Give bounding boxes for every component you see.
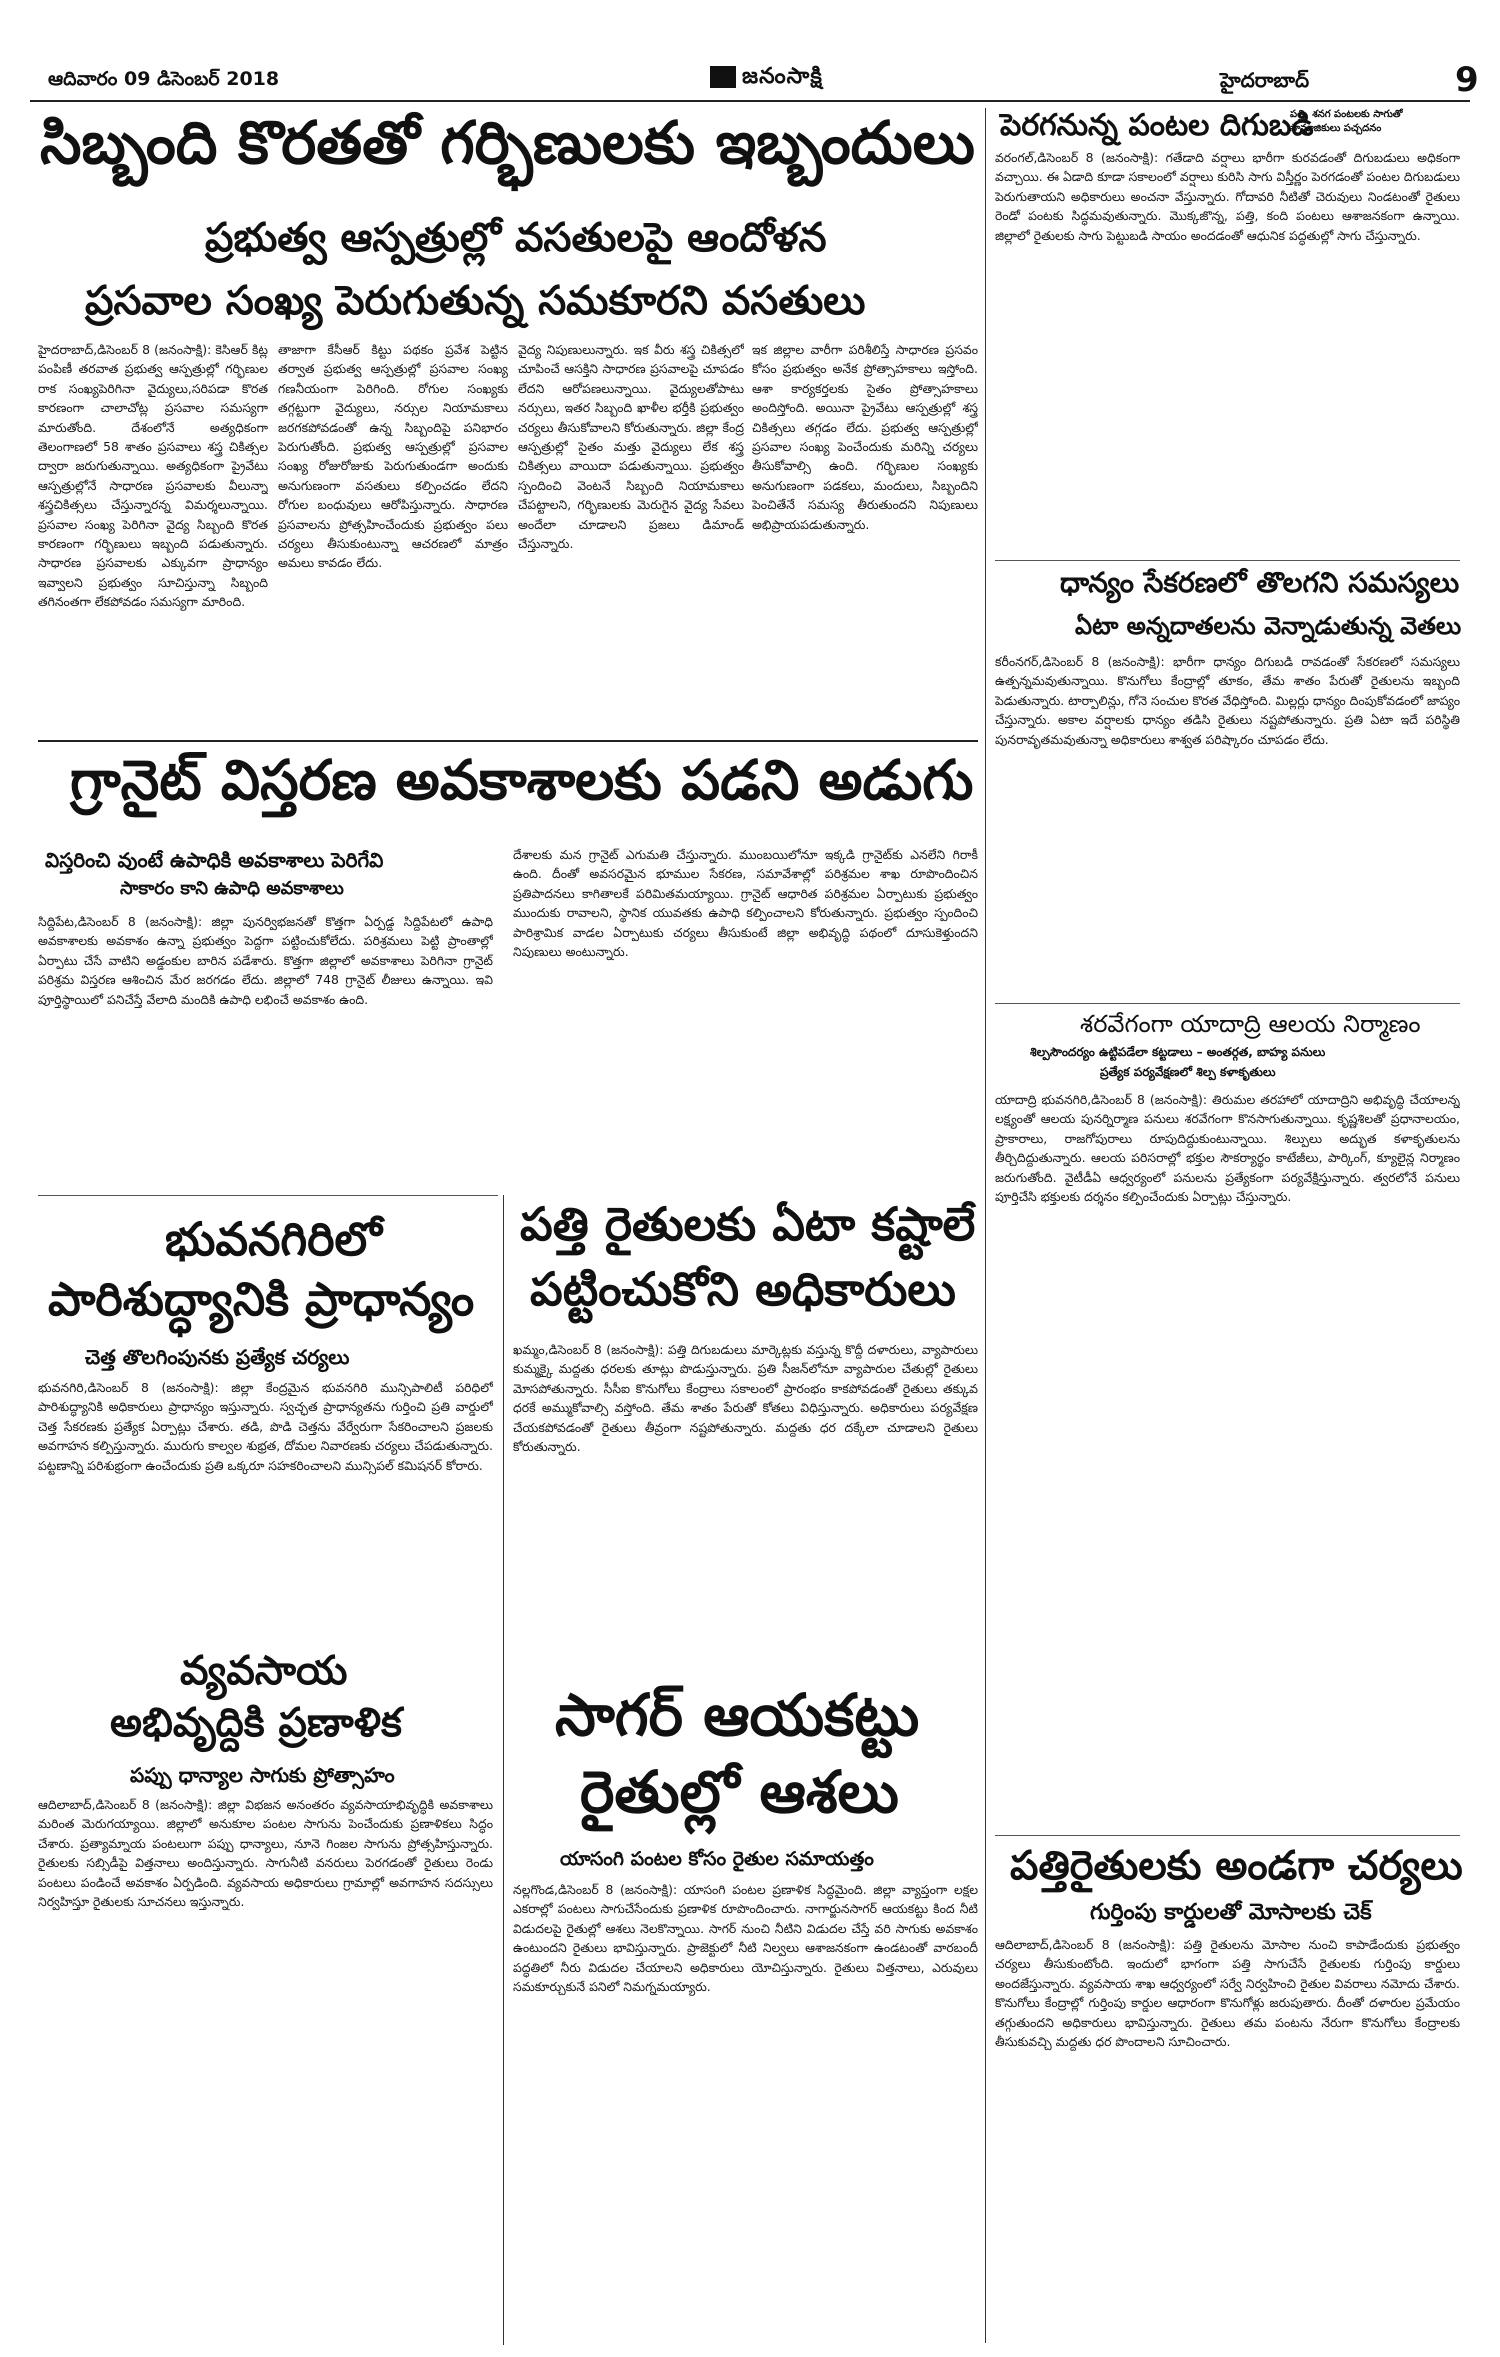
story2-subheadline-2: సాకారం కాని ఉపాధి అవకాశాలు [120, 878, 344, 899]
logo-icon [710, 66, 736, 88]
story1-column-3: వైద్య నిపుణులున్నారు. ఇక వీరు శస్త్ర చికిత్సలో చూపించే ఆసక్తిని సాధారణ ప్రసవాలపై చూపడం లేదని ఆరోపణలున్నాయి. వైద్యులతోపాటు నర్సులు, ఇతర సిబ్బంది ఖాళీల భర్తీకి ప్రభుత్వం చర్యలు తీసుకోవాలని కోరుతున్నారు. జిల్లా కేంద్ర ఆస్పత్రుల్లో సైతం మత్తు వైద్యులు లేక శస్త్ర చికిత్సలు వాయిదా పడుతున్నాయి. ప్రభుత్వం స్పందించి వెంటనే సిబ్బంది నియామకాలు చేపట్టాలని, గర్భిణులకు మెరుగైన వైద్య సేవలు అందేలా చూడాలని ప్రజలు డిమాండ్‌ చేస్తున్నారు. [518, 342, 744, 552]
story7-headline: పెరగనున్న పంటల దిగుబడి [1000, 108, 1314, 143]
page-number: 9 [1455, 60, 1479, 100]
story3-headline: భువనగిరిలో [165, 1212, 382, 1266]
masthead [30, 60, 1479, 102]
story9-subheadline-2: ప్రత్యేక పర్యవేక్షణలో శిల్ప కళాకృతులు [1100, 1065, 1276, 1079]
story10-headline: పత్తిరైతులకు అండగా చర్యలు [1010, 1843, 1463, 1889]
story1-subheadline: ప్రభుత్వ ఆస్పత్రుల్లో వసతులపై ఆందోళన [205, 215, 827, 261]
story8-body: కరీంనగర్‌,డిసెంబర్‌ 8 (జనంసాక్షి): భారీగా ధాన్యం దిగుబడి రావడంతో సేకరణలో సమస్యలు ఉత్పన్నమవుతున్నాయి. కొనుగోలు కేంద్రాల్లో తూకం, తేమ శాతం పేరుతో రైతులను ఇబ్బంది పెడుతున్నారు. టార్పాలిన్లు, గోనె సంచుల కొరత వేధిస్తోంది. మిల్లర్లు ధాన్యం దింపుకోవడంలో జాప్యం చేస్తున్నారు. అకాల వర్షాలకు ధాన్యం తడిసి రైతులు నష్టపోతున్నారు. ప్రతి ఏటా ఇదే పరిస్థితి పునరావృతమవుతున్నా అధికారులు శాశ్వత పరిష్కారం చూపడం లేదు. [995, 654, 1460, 747]
story9-subheadline: శిల్పసౌందర్యం ఉట్టిపడేలా కట్టడాలు – అంతర్గత, బాహ్య పనులు [1030, 1045, 1326, 1059]
story2-headline: గ్రానైట్‌ విస్తరణ అవకాశాలకు పడని అడుగు [70, 748, 974, 812]
story4-subheadline: పప్పు ధాన్యాల సాగుకు ప్రోత్సాహం [130, 1763, 395, 1787]
story2-column-1: సిద్దిపేట,డిసెంబర్‌ 8 (జనంసాక్షి): జిల్లా పునర్విభజనతో కొత్తగా ఏర్పడ్డ సిద్దిపేటలో ఉపాధి అవకాశాలకు అవకాశం ఉన్నా ప్రభుత్వం పెద్దగా పట్టించుకోలేదు. పరిశ్రమలు పెట్టి ప్రాంతాల్లో ఏర్పాటు చేసే వాటిని అడ్డంకుల బారిన పడేశారు. కొత్తగా జిల్లాలో అవకాశాలు పెరిగినా గ్రానైట్‌ పరిశ్రమ విస్తరణ ఆశించిన మేర జరగడం లేదు. జిల్లాలో 748 గ్రానైట్‌ లీజులు ఉన్నాయి. ఇవి పూర్తిస్థాయిలో పనిచేస్తే వేలాది మందికి ఉపాధి లభించే అవకాశం ఉంది. [38, 914, 493, 1007]
story2-column-2: దేశాలకు మన గ్రానైట్‌ ఎగుమతి చేస్తున్నారు. ముంబయిలోనూ ఇక్కడి గ్రానైట్‌కు ఎనలేని గిరాకీ ఉంది. దీంతో అవసరమైన భూముల సేకరణ, సమావేశాల్లో పరిశ్రమల శాఖ రూపొందించిన ప్రతిపాదనలు కాగితాలకే పరిమితమయ్యాయి. గ్రానైట్‌ ఆధారిత పరిశ్రమల ఏర్పాటుకు ప్రభుత్వం ముందుకు రావాలని, స్థానిక యువతకు ఉపాధి కల్పించాలని కోరుతున్నారు. ప్రభుత్వం స్పందించి పారిశ్రామిక వాడల ఏర్పాటుకు చర్యలు తీసుకుంటే జిల్లా అభివృద్ధి పథంలో దూసుకెళ్తుందని నిపుణులు అంటున్నారు. [513, 847, 978, 960]
newspaper-logo [710, 64, 823, 94]
story1-headline: సిబ్బంది కొరతతో గర్భిణులకు ఇబ్బందులు [40, 108, 975, 177]
story9-body: యాదాద్రి భువనగిరి,డిసెంబర్‌ 8 (జనంసాక్షి): తిరుమల తరహాలో యాదాద్రిని అభివృద్ధి చేయాలన్న లక్ష్యంతో ఆలయ పునర్నిర్మాణ పనులు శరవేగంగా కొనసాగుతున్నాయి. కృష్ణశిలతో ప్రధానాలయం, ప్రాకారాలు, రాజగోపురాలు రూపుదిద్దుకుంటున్నాయి. శిల్పులు అద్భుత కళాకృతులను తీర్చిదిద్దుతున్నారు. ఆలయ పరిసరాల్లో భక్తుల సౌకర్యార్థం కాటేజీలు, పార్కింగ్‌, క్యూలైన్ల నిర్మాణం జరుగుతోంది. వైటీడీఏ ఆధ్వర్యంలో పనులను ప్రత్యేకంగా పర్యవేక్షిస్తున్నారు. త్వరలోనే పనులు పూర్తిచేసి భక్తులకు దర్శనం కల్పించేందుకు ఏర్పాట్లు చేస్తున్నారు. [995, 1092, 1460, 1205]
issue-date: ఆదివారం 09 డిసెంబర్ 2018 [48, 68, 280, 90]
story3-subheadline: చెత్త తొలగింపునకు ప్రత్యేక చర్యలు [85, 1345, 350, 1369]
story5-body: ఖమ్మం,డిసెంబర్‌ 8 (జనంసాక్షి): పత్తి దిగుబడులు మార్కెట్లకు వస్తున్న కొద్దీ దళారులు, వ్యాపారులు కుమ్మక్కై మద్దతు ధరలకు తూట్లు పొడుస్తున్నారు. ప్రతి సీజన్‌లోనూ వ్యాపారుల చేతుల్లో రైతులు మోసపోతున్నారు. సీసీఐ కొనుగోలు కేంద్రాలు సకాలంలో ప్రారంభం కాకపోవడంతో రైతులు తక్కువ ధరకే అమ్ముకోవాల్సి వస్తోంది. తేమ శాతం పేరుతో కోతలు విధిస్తున్నారు. అధికారులు పర్యవేక్షణ చేయకపోవడంతో రైతులు తీవ్రంగా నష్టపోతున్నారు. మద్దతు ధర దక్కేలా చూడాలని రైతులు కోరుతున్నారు. [513, 1342, 978, 1455]
story4-body: ఆదిలాబాద్‌,డిసెంబర్‌ 8 (జనంసాక్షి): జిల్లా విభజన అనంతరం వ్యవసాయాభివృద్ధికి అవకాశాలు మరింత మెరుగయ్యాయి. జిల్లాలో అనుకూల పంటల సాగును పెంచేందుకు ప్రణాళికలు సిద్ధం చేశారు. ప్రత్యామ్నాయ పంటలుగా పప్పు ధాన్యాలు, నూనె గింజల సాగును ప్రోత్సహిస్తున్నారు. రైతులకు సబ్సిడీపై విత్తనాలు అందిస్తున్నారు. సాగునీటి వనరులు పెరగడంతో రైతులు రెండు పంటలు పండించే అవకాశం ఏర్పడింది. వ్యవసాయ అధికారులు గ్రామాల్లో అవగాహన సదస్సులు నిర్వహిస్తూ రైతులకు సూచనలు ఇస్తున్నారు. [38, 1797, 493, 1910]
story9-headline: శరవేగంగా యాదాద్రి ఆలయ నిర్మాణం [1080, 1010, 1421, 1038]
story8-subheadline: ఏటా అన్నదాతలను వెన్నాడుతున్న వెతలు [1075, 612, 1462, 640]
story4-headline-2: అభివృద్దికి ప్రణాళిక [110, 1700, 402, 1746]
story4-headline: వ్యవసాయ [180, 1648, 348, 1694]
logo-text: జనంసాక్షి [742, 64, 823, 89]
story10-subheadline: గుర్తింపు కార్డులతో మోసాలకు చెక్‌ [1090, 1900, 1372, 1925]
story7-side-caption: పత్తి, శనగ పంటలకు సాగుతో సామాజికులు పచ్చదనం [1290, 109, 1403, 134]
section-divider [38, 740, 978, 742]
story1-column-4: ఇక జిల్లాల వారీగా పరిశీలిస్తే సాధారణ ప్రసవం కోసం ప్రభుత్వం అనేక ప్రోత్సాహకాలు ఇస్తోంది. ఆశా కార్యకర్తలకు సైతం ప్రోత్సాహకాలు అందిస్తోంది. అయినా ప్రైవేటు ఆస్పత్రుల్లో శస్త్ర చికిత్సలు తగ్గడం లేదు. ప్రభుత్వ ఆస్పత్రుల్లో ప్రసవాల సంఖ్య పెంచేందుకు మరిన్ని చర్యలు తీసుకోవాల్సి ఉంది. గర్భిణుల సంఖ్యకు అనుగుణంగా పడకలు, మందులు, సిబ్బందిని పెంచితేనే సమస్య తీరుతుందని నిపుణులు అభిప్రాయపడుతున్నారు. [752, 342, 978, 532]
section-divider [995, 1835, 1460, 1836]
story1-subheadline-2: ప్రసవాల సంఖ్య పెరుగుతున్న సమకూరని వసతులు [85, 278, 866, 324]
story3-body: భువనగిరి,డిసెంబర్‌ 8 (జనంసాక్షి): జిల్లా కేంద్రమైన భువనగిరి మున్సిపాలిటీ పరిధిలో పారిశుద్ధ్యానికి అధికారులు ప్రాధాన్యం ఇస్తున్నారు. స్వచ్ఛత ప్రాధాన్యతను గుర్తించి ప్రతి వార్డులో చెత్త సేకరణకు ప్రత్యేక ఏర్పాట్లు చేశారు. తడి, పొడి చెత్తను వేర్వేరుగా సేకరించాలని ప్రజలకు అవగాహన కల్పిస్తున్నారు. మురుగు కాల్వల శుభ్రత, దోమల నివారణకు చర్యలు చేపడుతున్నారు. పట్టణాన్ని పరిశుభ్రంగా ఉంచేందుకు ప్రతి ఒక్కరూ సహకరించాలని మున్సిపల్‌ కమిషనర్‌ కోరారు. [38, 1380, 493, 1473]
story8-headline: ధాన్యం సేకరణలో తొలగని సమస్యలు [1060, 566, 1460, 599]
story5-headline-2: పట్టించుకోని అధికారులు [530, 1262, 956, 1316]
story6-headline-2: రైతుల్లో ఆశలు [580, 1758, 899, 1826]
section-divider [995, 560, 1460, 561]
story10-body: ఆదిలాబాద్‌,డిసెంబర్‌ 8 (జనంసాక్షి): పత్తి రైతులను మోసాల నుంచి కాపాడేందుకు ప్రభుత్వం చర్యలు తీసుకుంటోంది. ఇందులో భాగంగా పత్తి సాగుచేసే రైతులకు గుర్తింపు కార్డులు అందజేస్తున్నారు. వ్యవసాయ శాఖ ఆధ్వర్యంలో సర్వే నిర్వహించి రైతుల వివరాలు నమోదు చేశారు. కొనుగోలు కేంద్రాల్లో గుర్తింపు కార్డుల ఆధారంగా కొనుగోళ్లు జరుపుతారు. దీంతో దళారుల ప్రమేయం తగ్గుతుందని అధికారులు భావిస్తున్నారు. రైతులు తమ పంటను నేరుగా కొనుగోలు కేంద్రాలకు తీసుకువచ్చి మద్దతు ధర పొందాలని సూచించారు. [995, 1937, 1460, 2050]
story7-body: వరంగల్‌,డిసెంబర్‌ 8 (జనంసాక్షి): గతేడాది వర్షాలు భారీగా కురవడంతో దిగుబడులు అధికంగా వచ్చాయి. ఈ ఏడాది కూడా సకాలంలో వర్షాలు కురిసి సాగు విస్తీర్ణం పెరగడంతో పంటల దిగుబడులు పెరుగుతాయని అధికారులు అంచనా వేస్తున్నారు. గోదావరి నీటితో చెరువులు నిండటంతో రైతులు రెండో పంటకు సిద్ధమవుతున్నారు. మొక్కజొన్న, పత్తి, కంది పంటలు ఆశాజనకంగా ఉన్నాయి. జిల్లాలో రైతులకు సాగు పెట్టుబడి సాయం అందడంతో ఆధునిక పద్ధతుల్లో సాగు చేస్తున్నారు. [995, 150, 1460, 243]
section-divider [38, 1195, 498, 1196]
story1-column-1: హైదరాబాద్‌,డిసెంబర్‌ 8 (జనంసాక్షి): కెసిఆర్‌ కిట్ల పంపిణీ తరవాత ప్రభుత్వ ఆస్పత్రుల్లో గర్భిణుల రాక సంఖ్యపెరిగినా వైద్యులు,సరిపడా కొరత కారణంగా చాలాచోట్ల ప్రసవాల సమస్యగా మారుతోంది. దేశంలోనే అత్యధికంగా తెలంగాణలో 58 శాతం ప్రసవాలు శస్త్ర చికిత్సల ద్వారా జరుగుతున్నాయి. అత్యధికంగా ప్రైవేటు ఆస్పత్రుల్లోనే సాధారణ ప్రసవాలకు వీలున్నా శస్త్రచికిత్సలు చేస్తున్నారన్న విమర్శలున్నాయి. ప్రసవాల సంఖ్య పెరిగినా వైద్య సిబ్బంది కొరత కారణంగా గర్భిణులు ఇబ్బంది పడుతున్నారు. సాధారణ ప్రసవాలకు ఎక్కువగా ప్రాధాన్యం ఇవ్వాలని ప్రభుత్వం సూచిస్తున్నా సిబ్బంది తగినంతగా లేకపోవడం సమస్యగా మారింది. [38, 342, 268, 610]
story3-headline-2: పారిశుద్ధ్యానికి ప్రాధాన్యం [48, 1272, 475, 1326]
column-divider [503, 1195, 504, 2345]
story6-headline: సాగర్‌ ఆయకట్టు [555, 1681, 920, 1749]
story2-subheadline: విస్తరించి వుంటే ఉపాధికి అవకాశాలు పెరిగేవి [45, 848, 384, 872]
column-divider [985, 108, 986, 2343]
story1-column-2: తాజాగా కేసీఆర్‌ కిట్టు పథకం ప్రవేశ పెట్టిన తర్వాత ప్రభుత్వ ఆస్పత్రుల్లో ప్రసవాల సంఖ్య గణనీయంగా పెరిగింది. రోగుల సంఖ్యకు తగ్గట్టుగా వైద్యులు, నర్సుల నియామకాలు జరగకపోవడంతో ఉన్న సిబ్బందిపై పనిభారం పెరుగుతోంది. ప్రభుత్వ ఆస్పత్రుల్లో ప్రసవాల సంఖ్య రోజురోజుకు పెరుగుతుండగా అందుకు అనుగుణంగా వసతులు కల్పించడం లేదని రోగుల బంధువులు ఆరోపిస్తున్నారు. సాధారణ ప్రసవాలను ప్రోత్సహించేందుకు ప్రభుత్వం పలు చర్యలు తీసుకుంటున్నా ఆచరణలో మాత్రం అమలు కావడం లేదు. [278, 342, 508, 571]
edition-city: హైదరాబాద్ [1220, 68, 1310, 92]
story5-headline: పత్తి రైతులకు ఏటా కష్టాలే [520, 1197, 976, 1251]
section-divider [995, 1003, 1460, 1004]
story6-body: నల్లగొండ,డిసెంబర్‌ 8 (జనంసాక్షి): యాసంగి పంటల ప్రణాళిక సిద్ధమైంది. జిల్లా వ్యాప్తంగా లక్షల ఎకరాల్లో పంటలు సాగుచేసేందుకు ప్రణాళిక రూపొందించారు. నాగార్జునసాగర్‌ ఆయకట్టు కింద నీటి విడుదలపై రైతుల్లో ఆశలు నెలకొన్నాయి. సాగర్‌ నుంచి నీటిని విడుదల చేస్తే వరి సాగుకు అవకాశం ఉంటుందని రైతులు భావిస్తున్నారు. ప్రాజెక్టులో నీటి నిల్వలు ఆశాజనకంగా ఉండటంతో వారబందీ పద్ధతిలో నీరు విడుదల చేయాలని అధికారులు యోచిస్తున్నారు. రైతులు విత్తనాలు, ఎరువులు సమకూర్చుకునే పనిలో నిమగ్నమయ్యారు. [513, 1882, 978, 1995]
story6-subheadline: యాసంగి పంటల కోసం రైతుల సమాయత్తం [560, 1848, 874, 1870]
